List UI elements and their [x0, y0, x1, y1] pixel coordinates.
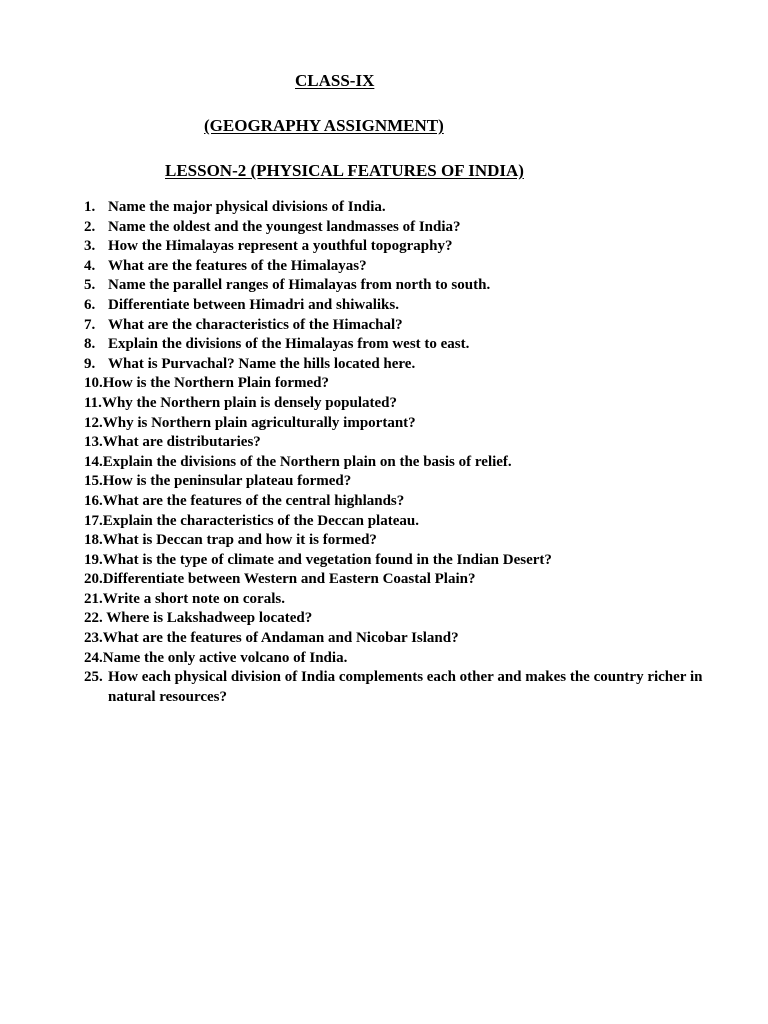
question-number: 8.	[84, 336, 96, 353]
list-item	[84, 492, 724, 512]
list-item	[84, 453, 724, 473]
question-number: 25.	[84, 669, 103, 686]
question-number: 3.	[84, 238, 96, 255]
list-item	[84, 609, 724, 629]
question-number: 7.	[84, 316, 96, 333]
question-text: What are the features of the Himalayas?	[108, 257, 367, 274]
question-text: What is Deccan trap and how it is formed?	[102, 532, 377, 549]
question-number: 22.	[84, 610, 103, 627]
question-text: How is the peninsular plateau formed?	[102, 473, 352, 490]
list-item	[84, 257, 724, 277]
question-number: 16.	[84, 492, 103, 509]
list-item	[84, 355, 724, 375]
list-item	[84, 570, 724, 590]
list-item	[84, 296, 724, 316]
question-text: Why is Northern plain agriculturally important?	[102, 414, 416, 431]
question-text: How the Himalayas represent a youthful topography?	[108, 238, 453, 255]
question-number: 18.	[84, 532, 103, 549]
question-number: 1.	[84, 199, 96, 215]
question-number: 10.	[84, 375, 103, 392]
list-item	[84, 394, 724, 414]
list-item	[84, 276, 724, 296]
list-item	[84, 629, 724, 649]
question-text: Explain the divisions of the Northern plain on the basis of relief.	[102, 453, 512, 470]
question-text: Why the Northern plain is densely populated?	[101, 394, 397, 411]
question-text: What are distributaries?	[102, 434, 261, 451]
assignment-title: (GEOGRAPHY ASSIGNMENT)	[204, 116, 444, 135]
question-number: 6.	[84, 296, 96, 313]
list-item	[84, 335, 724, 355]
list-item	[84, 374, 724, 394]
question-number: 9.	[84, 355, 96, 372]
question-text: Write a short note on corals.	[102, 590, 285, 607]
list-item	[84, 237, 724, 257]
list-item	[84, 414, 724, 434]
question-text: How each physical division of India complements each other and makes the country richer in natural resources?	[108, 669, 703, 705]
list-item	[84, 531, 724, 551]
question-number: 11.	[84, 394, 102, 411]
question-text: Name the major physical divisions of India.	[108, 199, 386, 215]
question-text: Differentiate between Himadri and shiwaliks.	[108, 296, 399, 313]
question-number: 2.	[84, 218, 96, 235]
question-text: Name the parallel ranges of Himalayas from north to south.	[108, 277, 491, 294]
question-text: Explain the divisions of the Himalayas from west to east.	[108, 336, 470, 353]
question-text: What is Purvachal? Name the hills located here.	[108, 355, 416, 372]
question-number: 12.	[84, 414, 103, 431]
question-number: 15.	[84, 473, 103, 490]
question-number: 23.	[84, 630, 103, 647]
question-list	[84, 198, 724, 707]
list-item	[84, 218, 724, 238]
list-item	[84, 649, 724, 669]
question-number: 19.	[84, 551, 103, 568]
question-text: Name the oldest and the youngest landmasses of India?	[108, 218, 461, 235]
list-item	[84, 198, 724, 218]
list-item	[84, 512, 724, 532]
question-number: 21.	[84, 590, 103, 607]
question-text: Name the only active volcano of India.	[102, 649, 348, 666]
list-item	[84, 316, 724, 336]
list-item	[84, 590, 724, 610]
question-text: Differentiate between Western and Eastern Coastal Plain?	[102, 571, 476, 588]
question-number: 20.	[84, 571, 103, 588]
class-title: CLASS-IX	[295, 71, 375, 90]
list-item	[84, 433, 724, 453]
question-text: Where is Lakshadweep located?	[102, 610, 313, 627]
question-number: 14.	[84, 453, 103, 470]
list-item	[84, 551, 724, 571]
question-number: 13.	[84, 434, 103, 451]
question-text: What are the features of Andaman and Nicobar Island?	[102, 630, 459, 647]
question-number: 5.	[84, 277, 96, 294]
list-item	[84, 668, 724, 707]
question-text: How is the Northern Plain formed?	[102, 375, 329, 392]
question-text: Explain the characteristics of the Deccan plateau.	[102, 512, 419, 529]
question-text: What is the type of climate and vegetation found in the Indian Desert?	[102, 551, 552, 568]
question-text: What are the features of the central highlands?	[102, 492, 405, 509]
question-text: What are the characteristics of the Himachal?	[108, 316, 403, 333]
list-item	[84, 472, 724, 492]
question-number: 17.	[84, 512, 103, 529]
question-number: 4.	[84, 257, 96, 274]
question-number: 24.	[84, 649, 103, 666]
lesson-title: LESSON-2 (PHYSICAL FEATURES OF INDIA)	[165, 161, 524, 180]
